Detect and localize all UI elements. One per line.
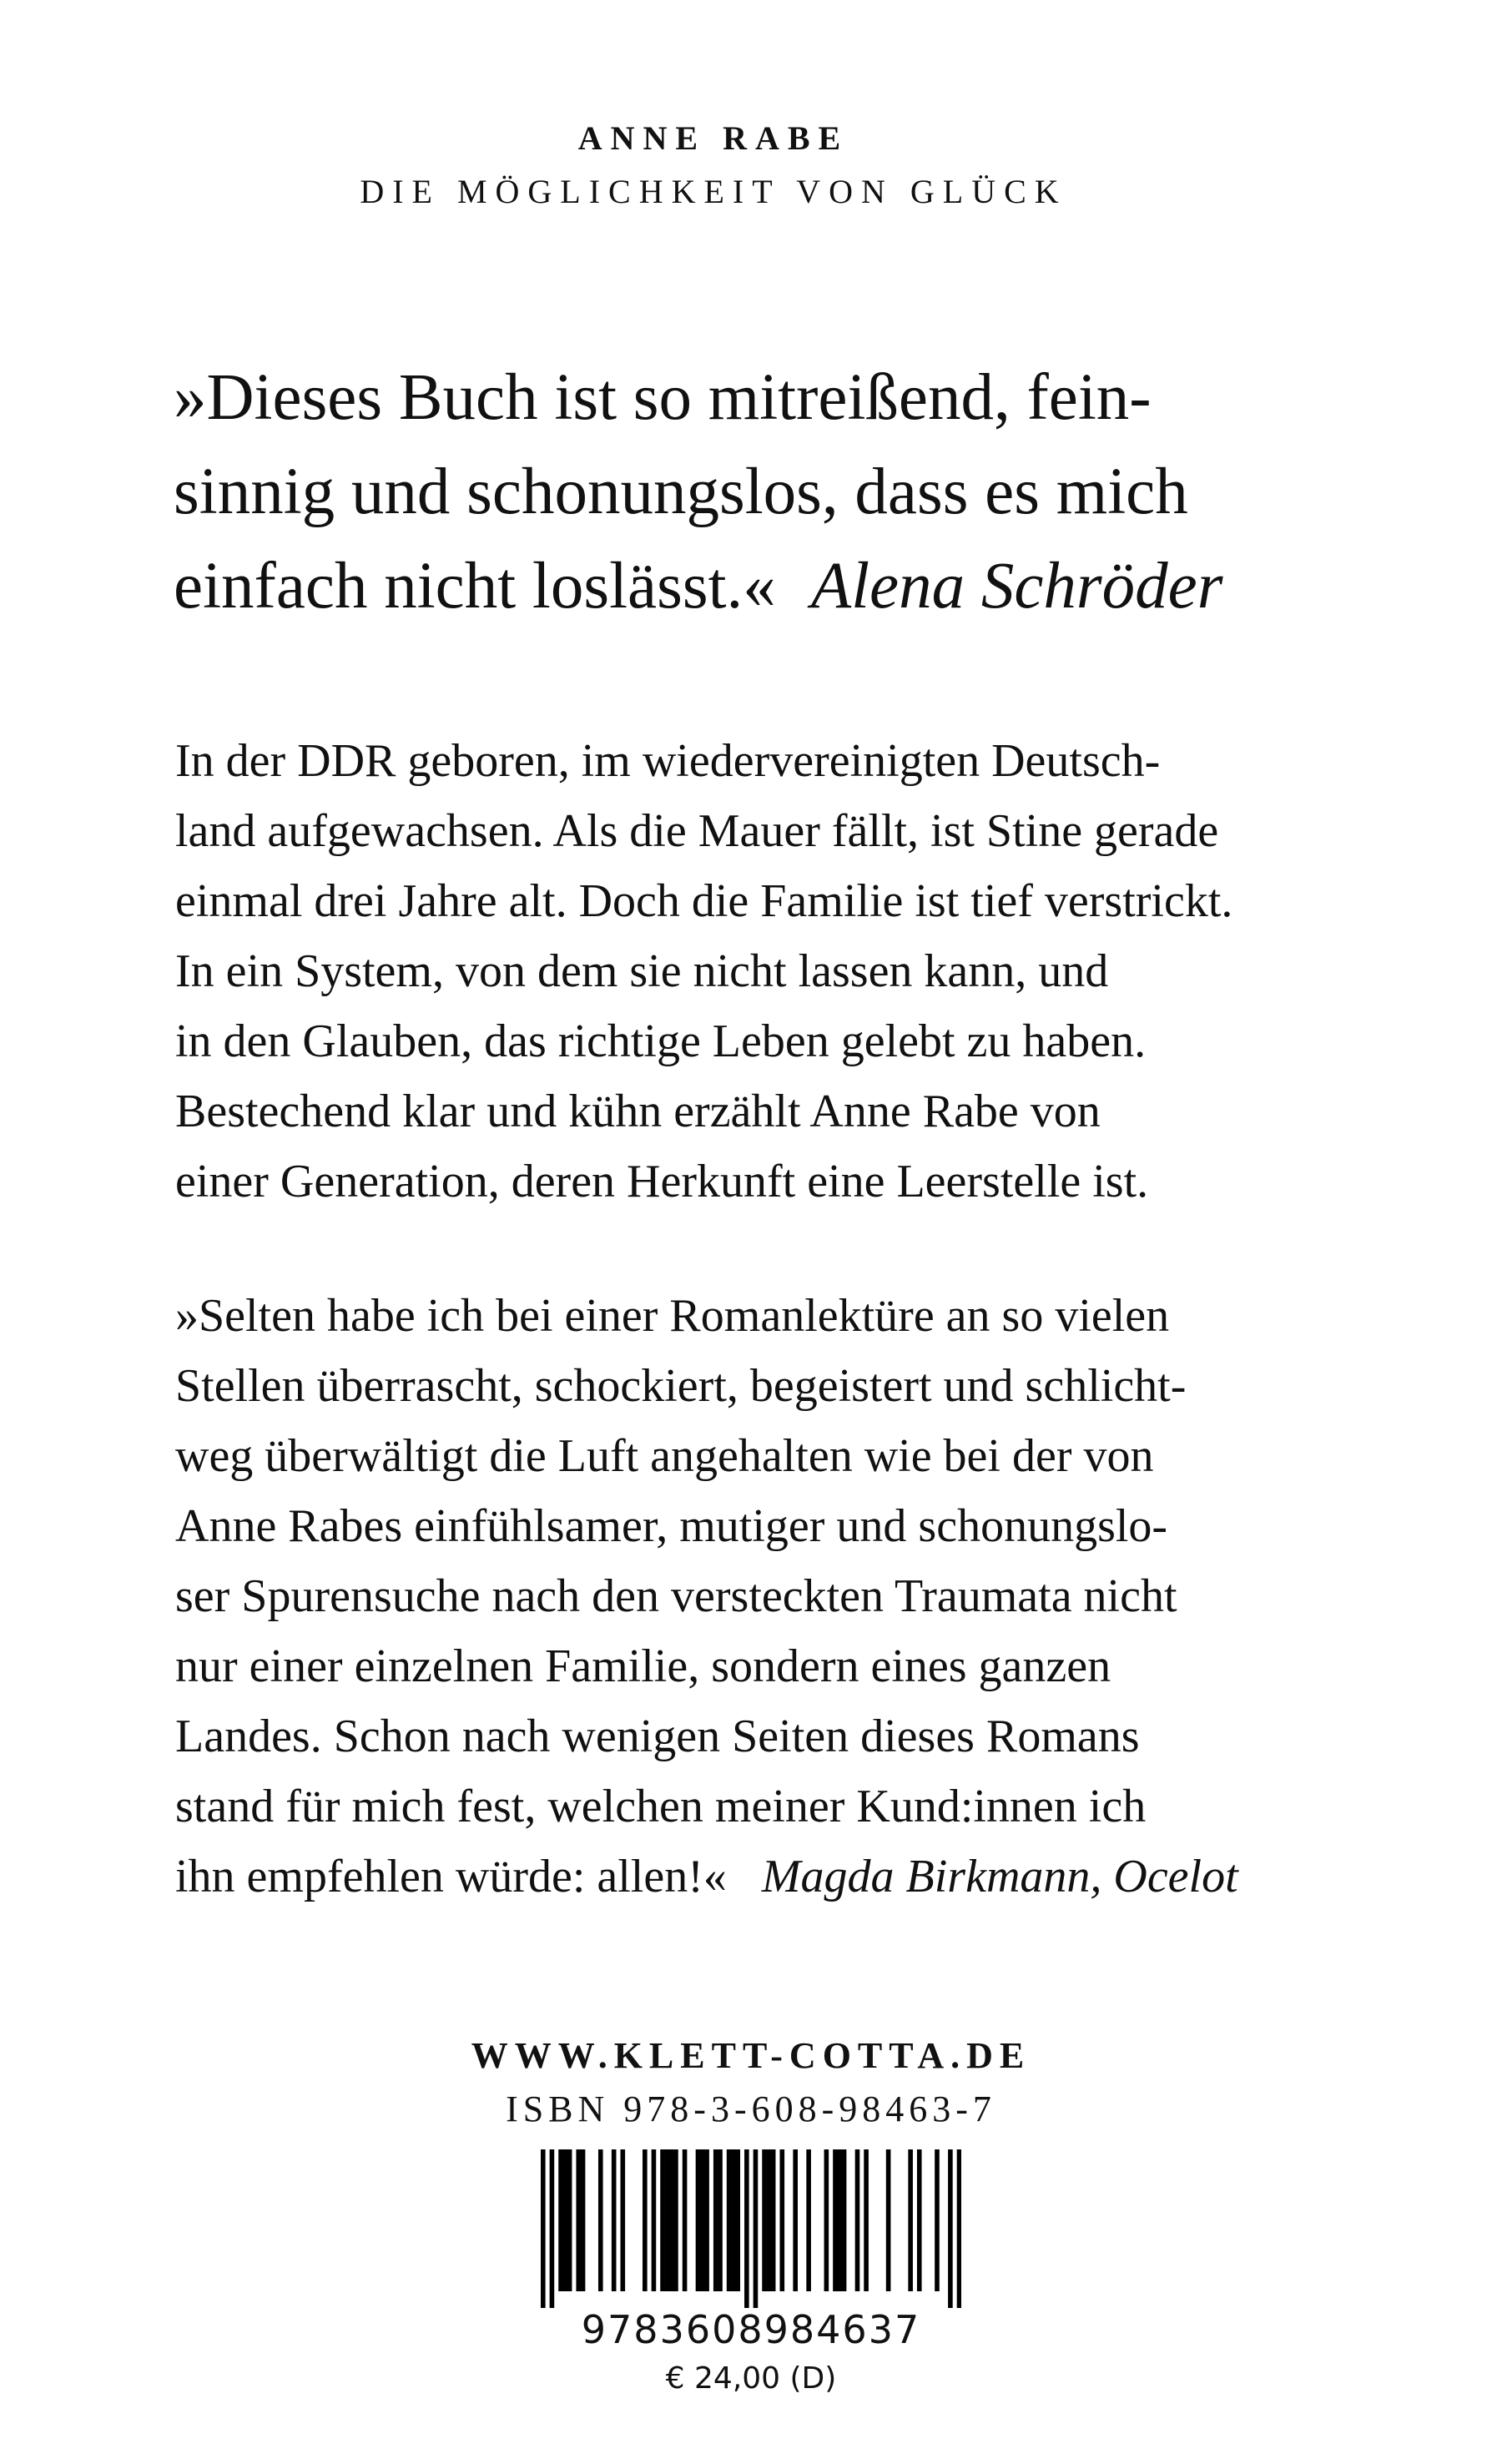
blurb-line: in den Glauben, das richtige Leben gelebt zu haben. [175, 1015, 1147, 1067]
publisher-website: WWW.KLETT-COTTA.DE [471, 2035, 1031, 2076]
barcode-bar [779, 2149, 784, 2291]
barcode-digits: 9783608984637 [581, 2307, 921, 2352]
barcode-bar [718, 2149, 723, 2291]
barcode-bar [935, 2149, 940, 2291]
barcode-bar [855, 2149, 860, 2291]
barcode-bar [598, 2149, 603, 2291]
review-line: Stellen überrascht, schockiert, begeistert und schlicht- [175, 1360, 1187, 1412]
barcode-bar [563, 2149, 568, 2291]
blurb-line: einmal drei Jahre alt. Doch die Familie ist tief verstrickt. [175, 875, 1233, 927]
review-attribution: Magda Birkmann, Ocelot [761, 1851, 1238, 1902]
barcode-bar [581, 2149, 586, 2291]
author-name: ANNE RABE [577, 119, 849, 157]
quote-line [174, 539, 1442, 633]
quote-line: »Dieses Buch ist so mitreißend, fein- [174, 361, 1152, 434]
barcode-bar [886, 2149, 891, 2291]
barcode-bar [643, 2149, 648, 2291]
price: € 24,00 (D) [665, 2361, 837, 2396]
barcode-bar [754, 2149, 759, 2308]
review-line: Anne Rabes einfühlsamer, mutiger und schonungslo- [175, 1500, 1168, 1552]
quote-text: einfach nicht loslässt.« [174, 550, 776, 622]
barcode-bar [612, 2149, 617, 2291]
barcode-bar [567, 2149, 572, 2291]
barcode-bar [541, 2149, 546, 2308]
featured-quote [174, 350, 1442, 633]
barcode-bar [660, 2149, 665, 2291]
quote-attribution: Alena Schröder [810, 550, 1223, 622]
isbn-text: ISBN 978-3-608-98463-7 [506, 2089, 996, 2129]
barcode-bar [762, 2149, 767, 2291]
blurb-line: land aufgewachsen. Als die Mauer fällt, ist Stine gerade [175, 805, 1219, 857]
barcode-bar [793, 2149, 798, 2291]
barcode-bar [908, 2149, 913, 2291]
barcode-bar [696, 2149, 701, 2291]
barcode-bar [806, 2149, 811, 2291]
blurb-paragraph [175, 726, 1460, 1217]
header [0, 115, 1427, 215]
quote-line: sinnig und schonungslos, dass es mich [174, 456, 1188, 528]
barcode-bar [744, 2149, 749, 2308]
barcode-bar [948, 2149, 953, 2308]
barcode-bar [771, 2149, 776, 2291]
review-line: »Selten habe ich bei einer Romanlektüre an so vielen [175, 1290, 1170, 1342]
barcode-bar [558, 2149, 563, 2291]
barcode-bar [731, 2149, 736, 2291]
barcode-bar [704, 2149, 709, 2291]
barcode-bar [833, 2149, 838, 2291]
barcode-bar [735, 2149, 740, 2291]
blurb-line: Bestechend klar und kühn erzählt Anne Rabe von [175, 1086, 1101, 1137]
barcode-icon [541, 2149, 961, 2308]
book-title: DIE MÖGLICHKEIT VON GLÜCK [360, 173, 1067, 210]
barcode-bar [837, 2149, 842, 2291]
barcode-bar [713, 2149, 718, 2291]
review-quote [175, 1281, 1460, 1912]
barcode-bar [669, 2149, 674, 2291]
barcode-bar [957, 2149, 961, 2308]
barcode-bar [620, 2149, 625, 2291]
barcode-bar [576, 2149, 581, 2291]
barcode [541, 2149, 961, 2308]
barcode-bar [824, 2149, 829, 2291]
blurb-line: In ein System, von dem sie nicht lassen kann, und [175, 945, 1109, 997]
barcode-bar [683, 2149, 688, 2291]
review-line: Landes. Schon nach wenigen Seiten dieses Romans [175, 1711, 1140, 1762]
barcode-bar [550, 2149, 555, 2308]
review-line: nur einer einzelnen Familie, sondern eines ganzen [175, 1640, 1111, 1692]
review-text: ihn empfehlen würde: allen!« [175, 1851, 727, 1902]
barcode-bar [864, 2149, 869, 2291]
barcode-bar [700, 2149, 705, 2291]
barcode-bar [673, 2149, 678, 2291]
review-line: ser Spurensuche nach den versteckten Traumata nicht [175, 1570, 1177, 1622]
blurb-line: In der DDR geboren, im wiedervereinigten Deutsch- [175, 735, 1161, 787]
barcode-bar [665, 2149, 670, 2291]
review-line: stand für mich fest, welchen meiner Kund:innen ich [175, 1781, 1147, 1832]
barcode-bar [842, 2149, 847, 2291]
barcode-bar [652, 2149, 657, 2291]
barcode-bar [917, 2149, 922, 2291]
blurb-line: einer Generation, deren Herkunft eine Leerstelle ist. [175, 1156, 1149, 1207]
review-line [175, 1842, 1460, 1912]
barcode-bar [767, 2149, 772, 2291]
barcode-bar [727, 2149, 732, 2291]
review-line: weg überwältigt die Luft angehalten wie bei der von [175, 1430, 1154, 1482]
